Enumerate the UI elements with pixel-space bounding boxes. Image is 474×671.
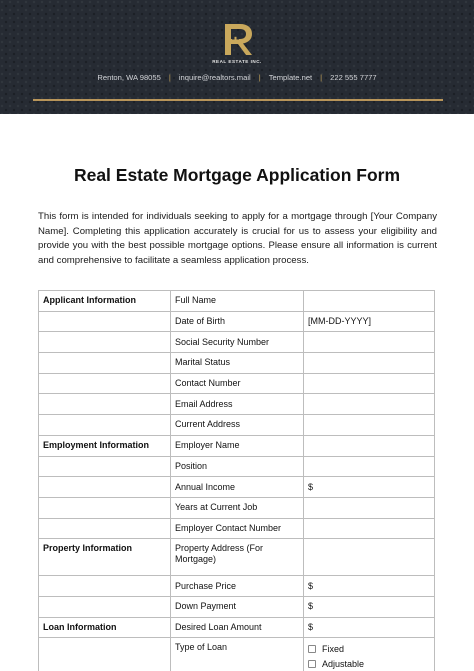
address: Renton, WA 98055	[97, 73, 161, 82]
field-value[interactable]	[304, 497, 435, 518]
field-label: Desired Loan Amount	[171, 617, 304, 638]
field-value[interactable]: [MM-DD-YYYY]	[304, 311, 435, 332]
separator: |	[168, 73, 171, 82]
field-label: Marital Status	[171, 353, 304, 374]
table-row	[39, 596, 435, 617]
table-row	[39, 638, 435, 671]
field-label: Position	[171, 456, 304, 477]
section-label	[39, 394, 171, 415]
field-label: Employer Name	[171, 435, 304, 456]
header-divider	[33, 99, 443, 101]
section-label: Property Information	[39, 539, 171, 576]
company-name: REAL ESTATE INC.	[212, 59, 262, 64]
contact-info	[0, 73, 474, 82]
field-label: Full Name	[171, 291, 304, 312]
section-label	[39, 373, 171, 394]
loan-type-options	[304, 638, 435, 671]
section-label	[39, 596, 171, 617]
field-label: Current Address	[171, 415, 304, 436]
field-value[interactable]	[304, 394, 435, 415]
checkbox-icon[interactable]	[308, 660, 316, 668]
section-label	[39, 415, 171, 436]
field-label: Social Security Number	[171, 332, 304, 353]
field-value[interactable]	[304, 539, 435, 576]
section-label: Employment Information	[39, 435, 171, 456]
section-label	[39, 497, 171, 518]
field-label: Years at Current Job	[171, 497, 304, 518]
section-label	[39, 456, 171, 477]
page-title: Real Estate Mortgage Application Form	[73, 165, 401, 185]
table-row	[39, 291, 435, 312]
table-row	[39, 497, 435, 518]
letterhead	[0, 0, 474, 114]
field-value[interactable]: $	[304, 576, 435, 597]
checkbox-icon[interactable]	[308, 645, 316, 653]
field-label: Contact Number	[171, 373, 304, 394]
field-value[interactable]: $	[304, 617, 435, 638]
section-label	[39, 576, 171, 597]
field-label: Date of Birth	[171, 311, 304, 332]
section-label	[39, 332, 171, 353]
field-label: Annual Income	[171, 477, 304, 498]
field-value[interactable]	[304, 373, 435, 394]
field-label: Down Payment	[171, 596, 304, 617]
field-value[interactable]	[304, 291, 435, 312]
intro-paragraph: This form is intended for individuals seeking to apply for a mortgage through [Your Company Name]. Completing this application accurately is crucial for us to assess your eligibility and provide you with the best possible mortgage options. Please ensure all information is current and comprehensive to facilitate a seamless application process.	[38, 211, 437, 266]
section-label	[39, 638, 171, 671]
phone: 222 555 7777	[330, 73, 377, 82]
table-row	[39, 373, 435, 394]
section-label	[39, 518, 171, 539]
table-row	[39, 435, 435, 456]
field-label: Type of Loan	[171, 638, 304, 671]
separator: |	[258, 73, 261, 82]
table-row	[39, 518, 435, 539]
field-label: Purchase Price	[171, 576, 304, 597]
field-label: Property Address (For Mortgage)	[171, 539, 304, 576]
section-label	[39, 353, 171, 374]
table-row	[39, 332, 435, 353]
email: inquire@realtors.mail	[178, 73, 251, 82]
field-value[interactable]: $	[304, 477, 435, 498]
field-value[interactable]	[304, 353, 435, 374]
section-label: Loan Information	[39, 617, 171, 638]
separator: |	[320, 73, 323, 82]
option-label: Adjustable	[322, 659, 365, 670]
section-label	[39, 311, 171, 332]
option-adjustable[interactable]	[308, 657, 430, 671]
table-row	[39, 456, 435, 477]
realtor-logo-icon	[221, 22, 255, 56]
field-label: Employer Contact Number	[171, 518, 304, 539]
field-value[interactable]	[304, 435, 435, 456]
table-row	[39, 576, 435, 597]
table-row	[39, 311, 435, 332]
table-row	[39, 477, 435, 498]
option-label: Fixed	[322, 644, 345, 655]
table-row	[39, 415, 435, 436]
option-fixed[interactable]	[308, 642, 430, 657]
field-value[interactable]	[304, 332, 435, 353]
section-label	[39, 477, 171, 498]
table-row	[39, 539, 435, 576]
field-label: Email Address	[171, 394, 304, 415]
field-value[interactable]	[304, 518, 435, 539]
field-value[interactable]: $	[304, 596, 435, 617]
field-value[interactable]	[304, 456, 435, 477]
table-row	[39, 617, 435, 638]
application-table	[38, 290, 435, 671]
table-row	[39, 394, 435, 415]
section-label: Applicant Information	[39, 291, 171, 312]
field-value[interactable]	[304, 415, 435, 436]
table-row	[39, 353, 435, 374]
website: Template.net	[268, 73, 313, 82]
